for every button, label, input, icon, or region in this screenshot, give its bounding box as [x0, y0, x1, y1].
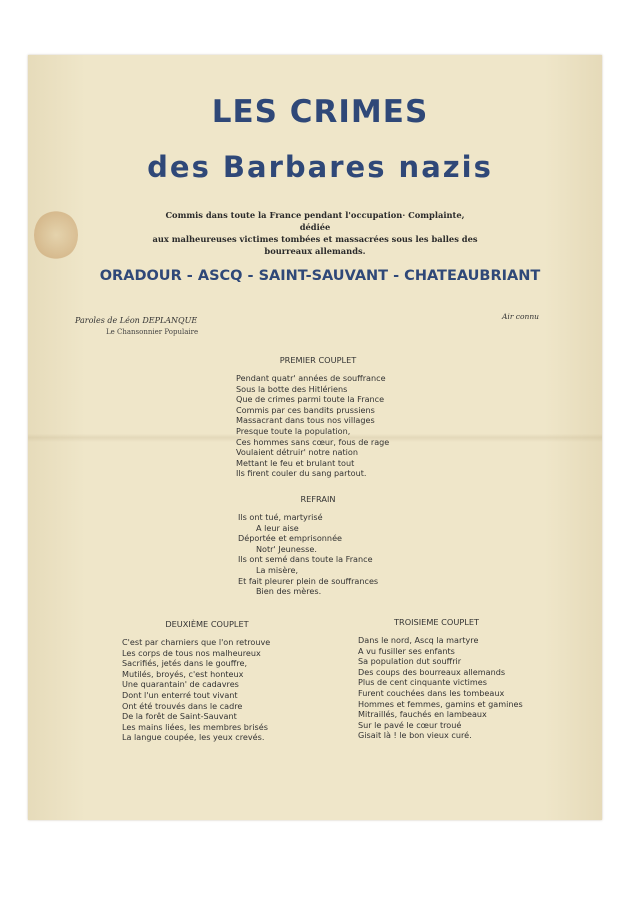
verse-lines [238, 512, 398, 597]
verse-line: Sur le pavé le cœur troué [358, 719, 462, 730]
verse-line: Hommes et femmes, gamins et gamines [358, 698, 523, 709]
verse-line: Dont l'un enterré tout vivant [122, 689, 238, 700]
refrain [238, 494, 398, 597]
deuxieme-couplet [122, 619, 292, 743]
troisieme-couplet [358, 617, 548, 741]
subtitle-line: aux malheureuses victimes tombées et massacrées sous les balles des [152, 234, 478, 244]
places-heading: ORADOUR - ASCQ - SAINT-SAUVANT - CHATEAUBRIANT [99, 268, 541, 284]
verse-heading: TROISIEME COUPLET [394, 617, 480, 627]
verse-line: Une quarantain' de cadavres [122, 679, 239, 690]
subtitle [150, 209, 480, 257]
verse-line: De la forêt de Saint-Sauvant [122, 711, 237, 722]
verse-line: Commis par ces bandits prussiens [236, 404, 375, 415]
verse-line: Mitraillés, fauchés en lambeaux [358, 709, 487, 720]
verse-line: La langue coupée, les yeux crevés. [122, 732, 265, 743]
verse-lines [122, 637, 292, 743]
verse-line: Ils firent couler du sang partout. [236, 468, 367, 479]
verse-line: Massacrant dans tous nos villages [236, 415, 375, 426]
air-note: Air connu [502, 312, 539, 321]
verse-line: Ils ont tué, martyrisé [238, 512, 323, 522]
verse-line: Les corps de tous nos malheureux [122, 647, 261, 658]
verse-line: Sous la botte des Hitlériens [236, 383, 348, 394]
verse-line: Sa population dut souffrir [358, 656, 462, 667]
verse-line: Ont été trouvés dans le cadre [122, 700, 243, 711]
verse-heading: DEUXIÈME COUPLET [165, 619, 249, 629]
verse-line: C'est par charniers que l'on retrouve [122, 637, 271, 647]
verse-line: Voulaient détruir' notre nation [236, 447, 358, 458]
verse-line: Les mains liées, les membres brisés [122, 721, 268, 732]
verse-line: Plus de cent cinquante victimes [358, 677, 487, 688]
verse-line: A vu fusiller ses enfants [358, 645, 455, 656]
verse-line: Des coups des bourreaux allemands [358, 666, 506, 677]
verse-line: Pendant quatr' années de souffrance [236, 373, 386, 383]
verse-line: Et fait pleurer plein de souffrances [238, 575, 379, 586]
verse-heading: REFRAIN [300, 494, 336, 504]
verse-line: La misère, [256, 564, 299, 575]
verse-line: Déportée et emprisonnée [238, 533, 343, 544]
premier-couplet [236, 355, 400, 479]
verse-line: Bien des mères. [256, 586, 322, 597]
author-role: Le Chansonnier Populaire [106, 328, 199, 336]
verse-line: Notr' Jeunesse. [256, 543, 317, 554]
verse-line: Mutilés, broyés, c'est honteux [122, 668, 244, 679]
verse-line: Furent couchées dans les tombeaux [358, 687, 505, 698]
verse-line: Sacrifiés, jetés dans le gouffre, [122, 658, 248, 669]
verse-lines [358, 635, 548, 741]
verse-lines [236, 373, 400, 479]
title-line-2: des Barbares nazis [147, 150, 493, 184]
title-line-1: LES CRIMES [211, 94, 429, 130]
verse-line: Mettant le feu et brulant tout [236, 457, 355, 468]
subtitle-line: Commis dans toute la France pendant l'occupation· Complainte, dédiée [165, 210, 465, 232]
water-stain [34, 210, 78, 260]
verse-line: Ces hommes sans cœur, fous de rage [236, 436, 390, 447]
verse-line: Que de crimes parmi toute la France [236, 394, 385, 405]
verse-line: Gisait là ! le bon vieux curé. [358, 730, 472, 741]
subtitle-line: bourreaux allemands. [264, 246, 366, 256]
verse-line: Dans le nord, Ascq la martyre [358, 635, 479, 645]
verse-line: A leur aise [256, 522, 299, 533]
verse-line: Ils ont semé dans toute la France [238, 554, 373, 565]
verse-line: Presque toute la population, [236, 425, 351, 436]
author-credit: Paroles de Léon DEPLANQUE [75, 316, 198, 325]
verse-heading: PREMIER COUPLET [279, 355, 357, 365]
